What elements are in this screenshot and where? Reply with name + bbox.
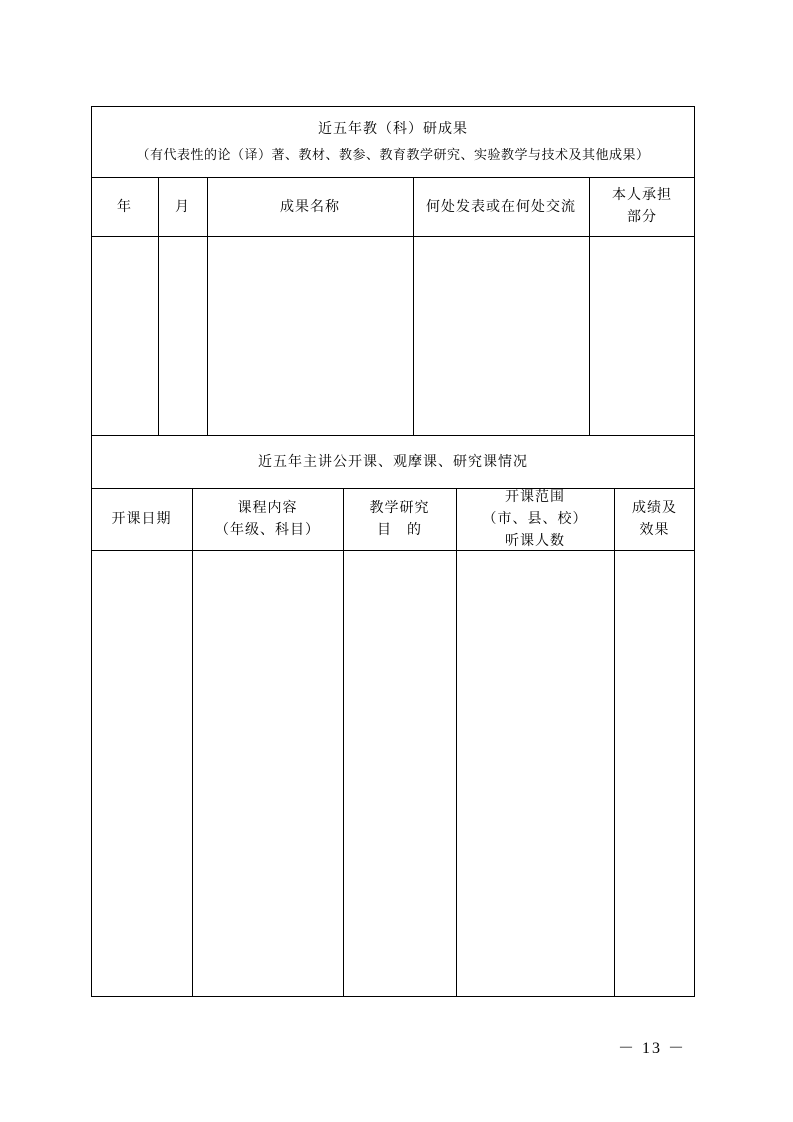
header-scope <box>456 486 614 552</box>
section1-title: 近五年教（科）研成果 <box>318 121 468 137</box>
column-divider <box>614 488 615 997</box>
header-year: 年 <box>117 199 132 215</box>
header-role-line1: 本人承担 <box>612 187 672 203</box>
header-month: 月 <box>175 199 190 215</box>
header-purpose <box>343 497 456 541</box>
divider <box>91 177 695 178</box>
header-content-line1: 课程内容 <box>237 500 298 516</box>
header-content-line2: （年级、科目） <box>215 522 320 538</box>
column-divider <box>343 488 344 997</box>
divider <box>91 236 695 237</box>
column-divider <box>192 488 193 997</box>
column-divider <box>456 488 457 997</box>
header-purpose-line2: 目 的 <box>377 522 422 538</box>
header-scope-line3: 听课人数 <box>505 533 565 549</box>
header-result-line2: 效果 <box>639 522 670 538</box>
header-venue: 何处发表或在何处交流 <box>426 199 576 215</box>
header-date: 开课日期 <box>111 511 172 527</box>
section2-title: 近五年主讲公开课、观摩课、研究课情况 <box>258 454 528 470</box>
header-achievement-name: 成果名称 <box>280 199 340 215</box>
header-result-line1: 成绩及 <box>632 500 677 516</box>
divider <box>91 435 695 436</box>
header-role-line2: 部分 <box>627 209 657 225</box>
section1-subtitle: （有代表性的论（译）著、教材、教参、教育教学研究、实验教学与技术及其他成果） <box>136 148 650 163</box>
header-content <box>192 497 343 541</box>
header-scope-line1: 开课范围 <box>505 489 565 505</box>
header-purpose-line1: 教学研究 <box>369 500 430 516</box>
header-role <box>589 184 695 228</box>
header-scope-line2: （市、县、校） <box>482 511 588 527</box>
page-number: － 13 － <box>617 1040 686 1057</box>
header-result <box>614 497 695 541</box>
